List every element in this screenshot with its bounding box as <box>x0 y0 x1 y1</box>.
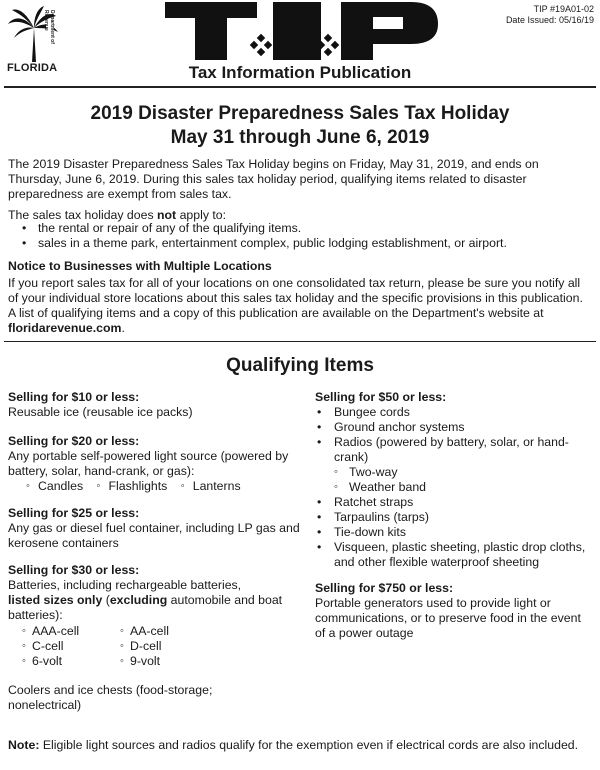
section-divider <box>4 341 596 342</box>
tier-50-list-continued <box>315 495 590 570</box>
document-subtitle: May 31 through June 6, 2019 <box>170 127 430 148</box>
tier-heading: Selling for $25 or less: <box>8 506 140 520</box>
tier-heading: Selling for $10 or less: <box>8 390 140 404</box>
date-issued: Date Issued: 05/16/19 <box>505 15 594 25</box>
logo-text: FLORIDA <box>7 62 58 74</box>
tier-30 <box>8 563 303 623</box>
list-item: • Tie-down kits <box>315 525 590 540</box>
bottom-note: Note: Eligible light sources and radios qualify for the exemption even if electrical cords are also included. <box>8 738 579 752</box>
battery-size-grid <box>22 624 212 669</box>
tier-text: Reusable ice (reusable ice packs) <box>8 405 193 419</box>
qualifying-items-title: Qualifying Items <box>226 355 374 376</box>
list-item: ◦ C-cell <box>22 639 63 654</box>
tip-banner <box>165 2 438 60</box>
tier-text: Any gas or diesel fuel container, including LP gas and kerosene containers <box>8 521 300 550</box>
tier-25 <box>8 506 303 551</box>
tier-heading: Selling for $20 or less: <box>8 434 140 448</box>
tier-10 <box>8 390 303 420</box>
tip-meta <box>506 4 594 26</box>
list-item: ◦ D-cell <box>120 639 161 654</box>
list-item: • Ratchet straps <box>315 495 590 510</box>
light-source-list <box>8 479 303 494</box>
logo-vertical-text: Department of Revenue <box>43 10 55 44</box>
list-item: • Ground anchor systems <box>315 420 590 435</box>
notice-heading: Notice to Businesses with Multiple Locations <box>8 259 272 273</box>
tier-heading: Selling for $50 or less: <box>315 390 447 404</box>
list-item: ◦ AAA-cell <box>22 624 79 639</box>
list-item: ◦ 6-volt <box>22 654 62 669</box>
tier-text: Batteries, including rechargeable batteries, listed sizes only (excluding automobile and boat batteries): <box>8 578 283 622</box>
list-item: ◦ AA-cell <box>120 624 169 639</box>
notice-paragraph: If you report sales tax for all of your locations on one consolidated tax return, please be sure you notify all of your individual store locations about this sales tax holiday and the specific provisions in this publication. A list of qualifying items and a copy of this publication are available on the Department's website at floridarevenue.com. <box>8 276 583 335</box>
coolers-text: Coolers and ice chests (food-storage; nonelectrical) <box>8 683 213 712</box>
tier-text: Any portable self-powered light source (powered by battery, solar, hand-crank, or gas): <box>8 449 289 478</box>
tier-750 <box>315 581 590 641</box>
document-title: 2019 Disaster Preparedness Sales Tax Holiday <box>90 103 510 124</box>
radio-type-list <box>315 465 590 495</box>
list-item: • Bungee cords <box>315 405 590 420</box>
list-item: • Visqueen, plastic sheeting, plastic drop cloths, and other flexible waterproof sheeting <box>315 540 590 570</box>
publication-title: Tax Information Publication <box>188 63 412 82</box>
list-item: ◦ 9-volt <box>120 654 160 669</box>
tier-50-list <box>315 405 590 465</box>
list-item: ◦ Lanterns <box>181 479 241 494</box>
list-item: • the rental or repair of any of the qualifying items. <box>22 221 582 236</box>
website-link[interactable]: floridarevenue.com <box>8 321 122 335</box>
list-item: ◦ Flashlights <box>97 479 168 494</box>
list-item: ◦ Two-way <box>330 465 590 480</box>
tier-heading: Selling for $750 or less: <box>315 581 454 595</box>
intro-paragraph: The 2019 Disaster Preparedness Sales Tax Holiday begins on Friday, May 31, 2019, and ends on Thursday, June 6, 2019. During this sales tax holiday period, qualifying items related to disaster preparedness are exempt from sales tax. <box>8 157 539 201</box>
list-item: • Radios (powered by battery, solar, or hand-crank) <box>315 435 590 465</box>
list-item: • sales in a theme park, entertainment complex, public lodging establishment, or airport. <box>22 236 582 251</box>
list-item: ◦ Weather band <box>330 480 590 495</box>
not-apply-paragraph: The sales tax holiday does not apply to: <box>8 208 227 222</box>
tier-20 <box>8 434 303 494</box>
tier-text: Portable generators used to provide light or communications, or to preserve food in the event of a power outage <box>315 596 581 640</box>
header-divider <box>4 86 596 88</box>
tier-heading: Selling for $30 or less: <box>8 563 140 577</box>
list-item: • Tarpaulins (tarps) <box>315 510 590 525</box>
list-item: ◦ Candles <box>26 479 83 494</box>
tier-50 <box>315 390 590 570</box>
exclusion-list <box>22 221 582 251</box>
tip-number: TIP #19A01-02 <box>533 4 594 14</box>
